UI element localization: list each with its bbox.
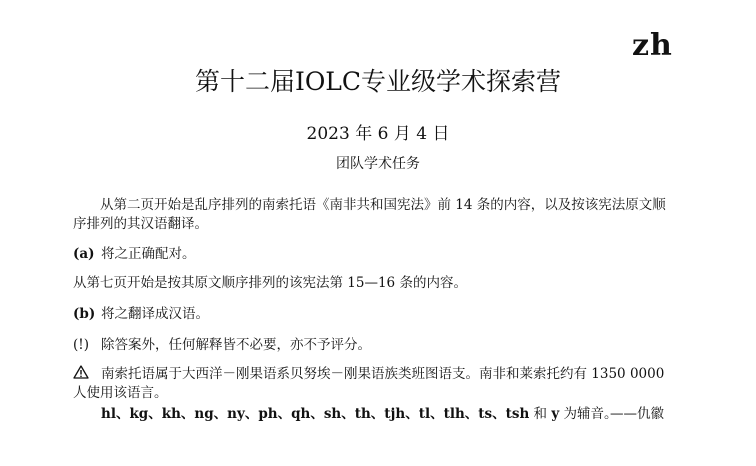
task-b-text: 将之翻译成汉语。 [101, 306, 209, 322]
task-a [73, 245, 673, 264]
consonant-list [101, 402, 618, 422]
date: 2023 年 6 月 4 日 [306, 124, 450, 144]
language-code: zh [632, 28, 673, 63]
page-title: 第十二届IOLC专业级学术探索营 [194, 67, 562, 96]
info-paragraph [73, 365, 673, 403]
paragraph-2: 从第七页开始是按其原文顺序排列的该宪法第 15—16 条的内容。 [73, 275, 467, 291]
task-b [73, 305, 673, 324]
consonants: hl、kg、kh、ng、ny、ph、qh、sh、th、tjh、tl、tlh、ts、tsh [101, 406, 530, 422]
task-a-text: 将之正确配对。 [101, 246, 196, 262]
consonant-y: y [551, 406, 560, 422]
consonants-and: 和 [529, 406, 552, 422]
author-signature: ——仇徽 [610, 406, 664, 422]
consonants-suffix: 为辅音。 [559, 406, 618, 422]
note-marker: (!) [73, 337, 89, 353]
subtitle: 团队学术任务 [336, 156, 420, 172]
task-a-marker: (a) [73, 246, 95, 262]
warning-triangle-icon [73, 365, 101, 384]
info-text: 南索托语属于大西洋－刚果语系贝努埃－刚果语族类班图语支。南非和莱索托约有 1350 0000 人使用该语言。 [73, 366, 665, 401]
intro-paragraph: 从第二页开始是乱序排列的南索托语《南非共和国宪法》前 14 条的内容，以及按该宪法原文顺序排列的其汉语翻译。 [73, 197, 666, 232]
note [73, 336, 673, 355]
note-text: 除答案外，任何解释皆不必要，亦不予评分。 [101, 337, 371, 353]
task-b-marker: (b) [73, 306, 96, 322]
